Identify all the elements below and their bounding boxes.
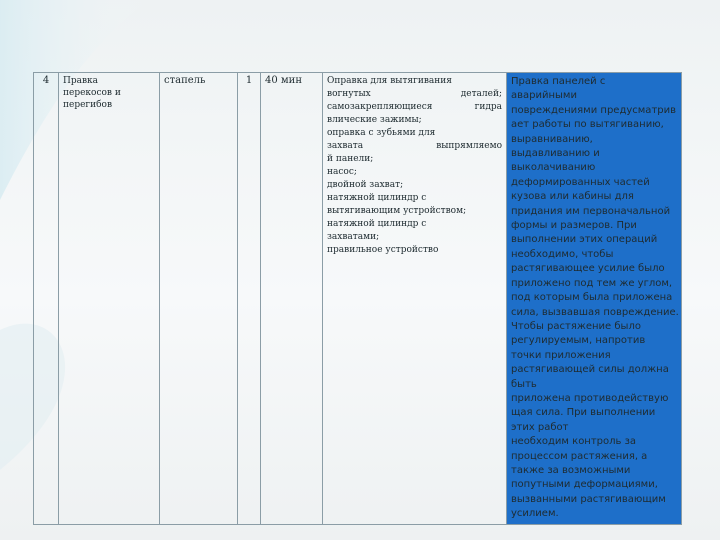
time-norm: 40 мин xyxy=(261,73,323,525)
description-line: выколачиванию xyxy=(511,162,596,174)
operation-name xyxy=(59,73,160,525)
description-line: также за возможными xyxy=(511,464,631,476)
tool-line: й панели; xyxy=(327,154,374,164)
description-cell xyxy=(507,73,682,525)
tool-line: Оправка для вытягивания xyxy=(327,76,452,86)
description-line: вызванными растягивающим xyxy=(511,493,666,505)
description-line: кузова или кабины для xyxy=(511,191,634,203)
description-line: быть xyxy=(511,378,537,390)
operation-line: Правка xyxy=(63,76,99,86)
description-line: точки приложения xyxy=(511,349,611,361)
tool-line: двойной захват; xyxy=(327,180,404,190)
description-line: ает работы по вытягиванию, xyxy=(511,119,664,131)
tool-line: влические зажимы; xyxy=(327,115,422,125)
description-line: выполнении этих операций xyxy=(511,234,658,246)
description-line: растягивающей силы должна xyxy=(511,364,669,376)
description-line: приложена противодействую xyxy=(511,392,669,404)
tool-line: правильное устройство xyxy=(327,245,439,255)
tool-line: самозакрепляющиеся гидра xyxy=(327,102,502,112)
description-line: приложено под тем же углом, xyxy=(511,277,673,289)
description-line: Правка панелей с xyxy=(511,76,606,87)
tool-line: вогнутых деталей; xyxy=(327,89,502,99)
worker-count: 1 xyxy=(238,73,261,525)
description-line: выдавливанию и xyxy=(511,148,600,160)
workplace: стапель xyxy=(160,73,238,525)
description-line: необходим контроль за xyxy=(511,436,637,448)
description-line: растягивающее усилие было xyxy=(511,263,665,275)
description-line: деформированных частей xyxy=(511,176,650,188)
tools-list xyxy=(323,73,507,525)
description-line: регулируемым, напротив xyxy=(511,335,646,347)
description-line: повреждениями предусматрив xyxy=(511,104,677,116)
table-row xyxy=(34,73,682,525)
process-table xyxy=(33,72,682,525)
description-line: Чтобы растяжение было xyxy=(511,320,641,332)
description-line: необходимо, чтобы xyxy=(511,248,614,260)
row-number: 4 xyxy=(34,73,59,525)
description-line: под которым была приложена xyxy=(511,292,673,304)
description-line: процессом растяжения, а xyxy=(511,450,648,462)
tool-line: оправка с зубьями для xyxy=(327,128,436,138)
tool-line: захвата выпрямляемо xyxy=(327,141,502,151)
tool-line: натяжной цилиндр с xyxy=(327,193,427,203)
operation-line: перегибов xyxy=(63,100,113,110)
description-line: усилием. xyxy=(511,508,559,520)
description-line: придания им первоначальной xyxy=(511,205,671,217)
description-line: сила, вызвавшая повреждение. xyxy=(511,306,679,318)
description-line: формы и размеров. При xyxy=(511,220,637,232)
operation-line: перекосов и xyxy=(63,88,121,98)
description-line: выравниванию, xyxy=(511,133,593,145)
tool-line: вытягивающим устройством; xyxy=(327,206,467,216)
tool-line: насос; xyxy=(327,167,357,177)
tool-line: натяжной цилиндр с xyxy=(327,219,427,229)
description-line: попутными деформациями, xyxy=(511,479,658,491)
description-line: этих работ xyxy=(511,421,569,433)
description-line: щая сила. При выполнении xyxy=(511,407,656,419)
description-line: аварийными xyxy=(511,90,577,102)
tool-line: захватами; xyxy=(327,232,380,242)
